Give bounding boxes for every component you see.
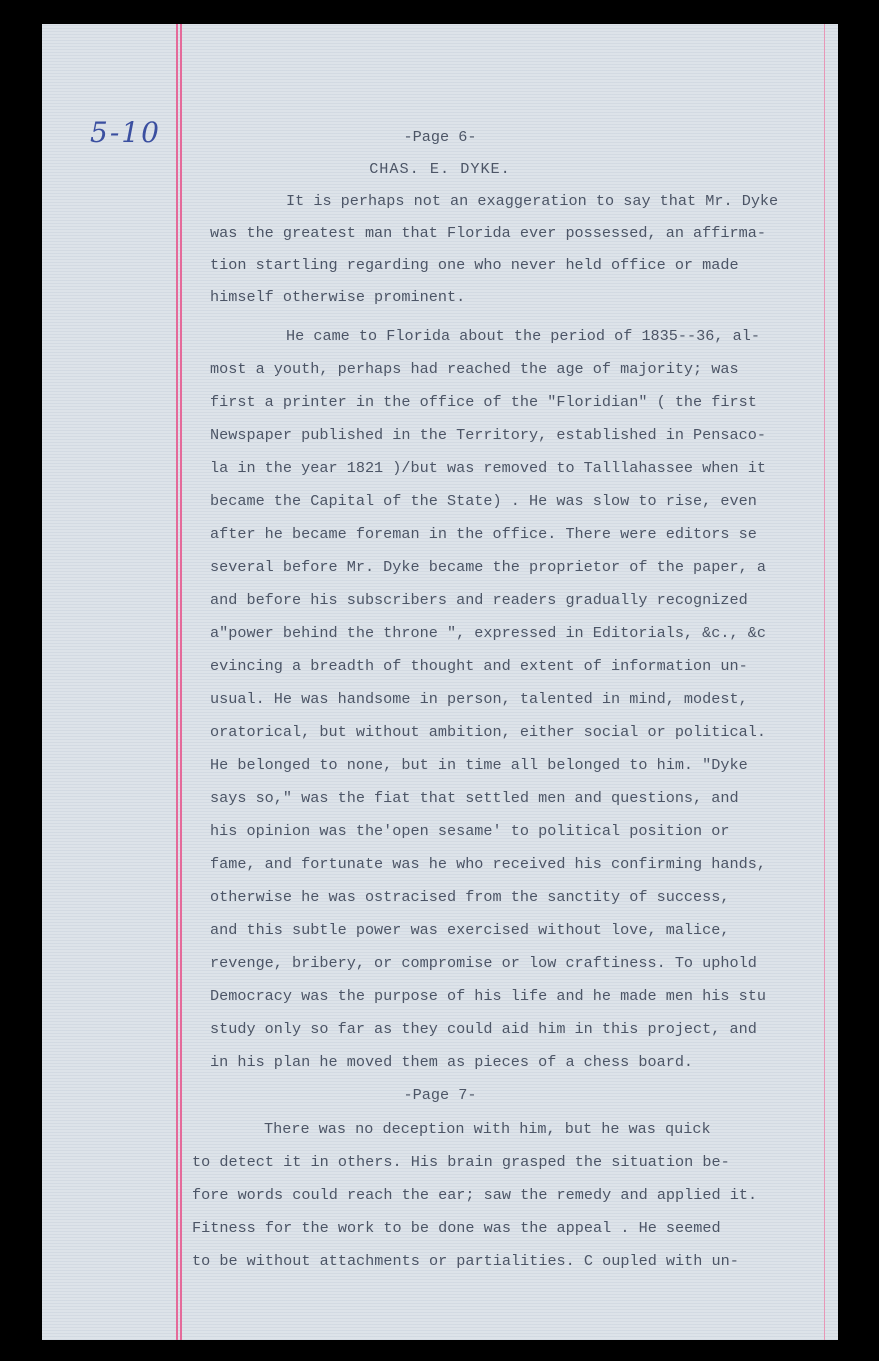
- text-line: to detect it in others. His brain grasped the situation be-: [192, 1153, 730, 1171]
- text-line: first a printer in the office of the "Floridian" ( the first: [210, 393, 757, 411]
- text-line: fame, and fortunate was he who received his confirming hands,: [210, 855, 766, 873]
- handwritten-page-number: 5-10: [90, 116, 161, 149]
- text-line: a"power behind the throne ", expressed in Editorials, &c., &c: [210, 624, 766, 642]
- text-line: most a youth, perhaps had reached the age of majority; was: [210, 360, 739, 378]
- text-line: and before his subscribers and readers gradually recognized: [210, 591, 748, 609]
- page-6-label: -Page 6-: [403, 128, 477, 146]
- text-line: and this subtle power was exercised without love, malice,: [210, 921, 730, 939]
- typed-text-body: [42, 24, 838, 1340]
- text-line: usual. He was handsome in person, talented in mind, modest,: [210, 690, 748, 708]
- text-line: oratorical, but without ambition, either social or political.: [210, 723, 766, 741]
- text-line: evincing a breadth of thought and extent of information un-: [210, 657, 748, 675]
- text-line: revenge, bribery, or compromise or low craftiness. To uphold: [210, 954, 757, 972]
- text-line: la in the year 1821 )/but was removed to Talllahassee when it: [210, 459, 766, 477]
- text-line: There was no deception with him, but he was quick: [264, 1120, 711, 1138]
- text-line: He belonged to none, but in time all belonged to him. "Dyke: [210, 756, 748, 774]
- text-line: It is perhaps not an exaggeration to say that Mr. Dyke: [286, 192, 779, 210]
- text-line: several before Mr. Dyke became the proprietor of the paper, a: [210, 558, 766, 576]
- document-page: [42, 24, 838, 1340]
- text-line: himself otherwise prominent.: [210, 288, 466, 306]
- page-heading: CHAS. E. DYKE.: [369, 160, 511, 178]
- text-line: says so," was the fiat that settled men and questions, and: [210, 789, 739, 807]
- text-line: after he became foreman in the office. There were editors se: [210, 525, 757, 543]
- text-line: to be without attachments or partialities. C oupled with un-: [192, 1252, 739, 1270]
- page-7-label: -Page 7-: [403, 1086, 477, 1104]
- text-line: was the greatest man that Florida ever possessed, an affirma-: [210, 224, 766, 242]
- text-line: became the Capital of the State) . He was slow to rise, even: [210, 492, 757, 510]
- text-line: study only so far as they could aid him in this project, and: [210, 1020, 757, 1038]
- text-line: tion startling regarding one who never held office or made: [210, 256, 739, 274]
- text-line: fore words could reach the ear; saw the remedy and applied it.: [192, 1186, 758, 1204]
- text-line: Newspaper published in the Territory, established in Pensaco-: [210, 426, 766, 444]
- text-line: in his plan he moved them as pieces of a chess board.: [210, 1053, 694, 1071]
- text-line: his opinion was the'open sesame' to political position or: [210, 822, 730, 840]
- text-line: Democracy was the purpose of his life and he made men his stu: [210, 987, 766, 1005]
- text-line: Fitness for the work to be done was the appeal . He seemed: [192, 1219, 721, 1237]
- text-line: He came to Florida about the period of 1835--36, al-: [286, 327, 760, 345]
- text-line: otherwise he was ostracised from the sanctity of success,: [210, 888, 730, 906]
